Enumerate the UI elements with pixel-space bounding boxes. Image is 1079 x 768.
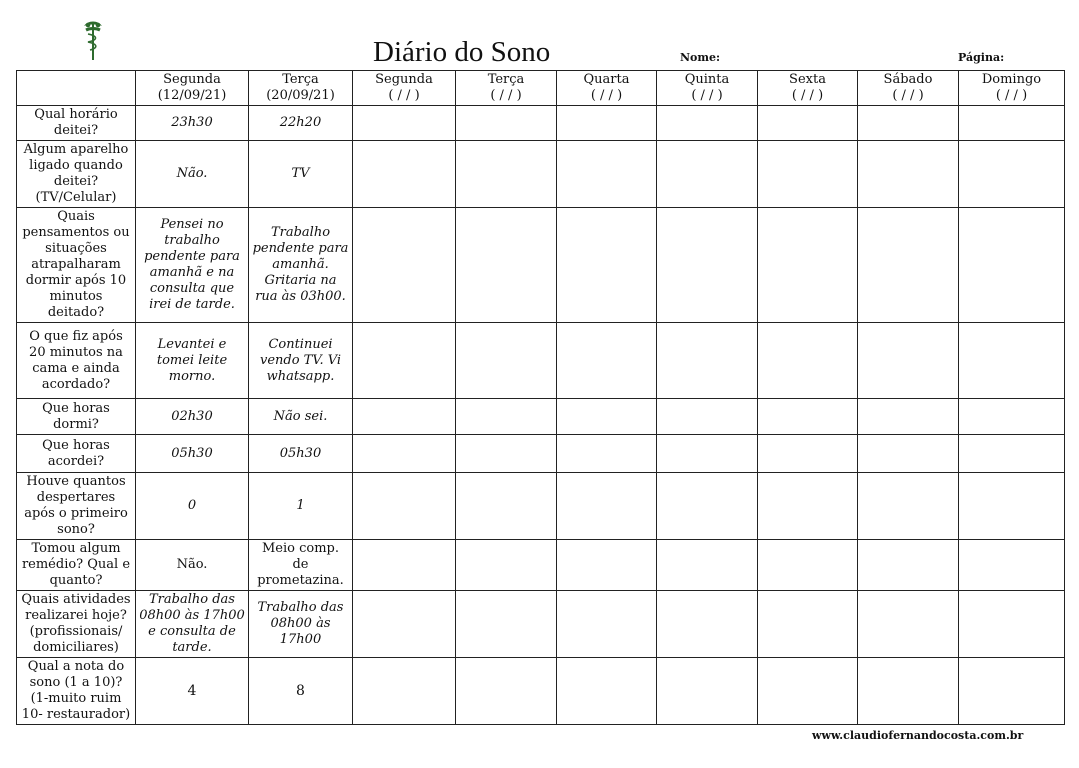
- empty-cell[interactable]: [657, 435, 758, 473]
- empty-cell[interactable]: [456, 323, 557, 399]
- empty-cell[interactable]: [353, 141, 456, 208]
- sleep-diary-table: [16, 70, 1065, 725]
- empty-cell[interactable]: [657, 323, 758, 399]
- empty-cell[interactable]: [456, 141, 557, 208]
- empty-cell[interactable]: [557, 323, 657, 399]
- empty-cell[interactable]: [456, 435, 557, 473]
- empty-cell[interactable]: [657, 591, 758, 658]
- table-row: [17, 141, 1065, 208]
- empty-cell[interactable]: [353, 106, 456, 141]
- question-cell: Houve quantos despertares após o primeiro sono?: [17, 473, 136, 540]
- empty-cell[interactable]: [657, 473, 758, 540]
- empty-cell[interactable]: [959, 658, 1065, 725]
- empty-cell[interactable]: [353, 323, 456, 399]
- empty-cell[interactable]: [657, 399, 758, 435]
- column-header: Terça ( / / ): [456, 71, 557, 106]
- table-row: [17, 473, 1065, 540]
- question-cell: Tomou algum remédio? Qual e quanto?: [17, 540, 136, 591]
- empty-cell[interactable]: [353, 658, 456, 725]
- empty-cell[interactable]: [959, 399, 1065, 435]
- corner-cell: [17, 71, 136, 106]
- question-cell: Quais atividades realizarei hoje? (profissionais/ domiciliares): [17, 591, 136, 658]
- empty-cell[interactable]: [959, 323, 1065, 399]
- empty-cell[interactable]: [456, 208, 557, 323]
- answer-cell[interactable]: Continuei vendo TV. Vi whatsapp.: [249, 323, 353, 399]
- empty-cell[interactable]: [353, 540, 456, 591]
- empty-cell[interactable]: [858, 208, 959, 323]
- name-label: Nome:: [680, 51, 721, 64]
- empty-cell[interactable]: [557, 106, 657, 141]
- empty-cell[interactable]: [758, 540, 858, 591]
- empty-cell[interactable]: [758, 141, 858, 208]
- website-link[interactable]: www.claudiofernandocosta.com.br: [812, 729, 1024, 742]
- answer-cell[interactable]: 02h30: [136, 399, 249, 435]
- empty-cell[interactable]: [858, 658, 959, 725]
- empty-cell[interactable]: [959, 208, 1065, 323]
- empty-cell[interactable]: [657, 141, 758, 208]
- answer-cell[interactable]: 1: [249, 473, 353, 540]
- empty-cell[interactable]: [657, 106, 758, 141]
- table-row: [17, 106, 1065, 141]
- column-header: Domingo ( / / ): [959, 71, 1065, 106]
- empty-cell[interactable]: [758, 435, 858, 473]
- answer-cell[interactable]: Trabalho das 08h00 às 17h00: [249, 591, 353, 658]
- empty-cell[interactable]: [758, 473, 858, 540]
- question-cell: O que fiz após 20 minutos na cama e ainda acordado?: [17, 323, 136, 399]
- empty-cell[interactable]: [456, 473, 557, 540]
- answer-cell[interactable]: 05h30: [136, 435, 249, 473]
- empty-cell[interactable]: [456, 591, 557, 658]
- question-cell: Qual horário deitei?: [17, 106, 136, 141]
- caduceus-icon: [78, 18, 108, 62]
- table-row: [17, 540, 1065, 591]
- question-cell: Quais pensamentos ou situações atrapalharam dormir após 10 minutos deitado?: [17, 208, 136, 323]
- answer-cell[interactable]: 05h30: [249, 435, 353, 473]
- empty-cell[interactable]: [858, 591, 959, 658]
- empty-cell[interactable]: [959, 473, 1065, 540]
- empty-cell[interactable]: [557, 399, 657, 435]
- column-header: Quarta ( / / ): [557, 71, 657, 106]
- answer-cell[interactable]: Trabalho pendente para amanhã. Gritaria na rua às 03h00.: [249, 208, 353, 323]
- answer-cell[interactable]: Pensei no trabalho pendente para amanhã e na consulta que irei de tarde.: [136, 208, 249, 323]
- column-header: Quinta ( / / ): [657, 71, 758, 106]
- empty-cell[interactable]: [456, 399, 557, 435]
- empty-cell[interactable]: [959, 591, 1065, 658]
- empty-cell[interactable]: [353, 208, 456, 323]
- answer-cell[interactable]: 23h30: [136, 106, 249, 141]
- empty-cell[interactable]: [557, 658, 657, 725]
- empty-cell[interactable]: [758, 208, 858, 323]
- column-header: Segunda (12/09/21): [136, 71, 249, 106]
- question-cell: Que horas dormi?: [17, 399, 136, 435]
- empty-cell[interactable]: [557, 540, 657, 591]
- empty-cell[interactable]: [858, 106, 959, 141]
- empty-cell[interactable]: [758, 323, 858, 399]
- page-title: Diário do Sono: [373, 36, 551, 68]
- answer-cell[interactable]: Não.: [136, 141, 249, 208]
- column-header: Sábado ( / / ): [858, 71, 959, 106]
- empty-cell[interactable]: [758, 399, 858, 435]
- answer-cell[interactable]: Não.: [136, 540, 249, 591]
- table-row: [17, 399, 1065, 435]
- empty-cell[interactable]: [858, 473, 959, 540]
- empty-cell[interactable]: [557, 473, 657, 540]
- column-header: Segunda ( / / ): [353, 71, 456, 106]
- empty-cell[interactable]: [353, 473, 456, 540]
- empty-cell[interactable]: [557, 141, 657, 208]
- empty-cell[interactable]: [353, 399, 456, 435]
- empty-cell[interactable]: [758, 658, 858, 725]
- empty-cell[interactable]: [353, 435, 456, 473]
- empty-cell[interactable]: [959, 540, 1065, 591]
- empty-cell[interactable]: [456, 658, 557, 725]
- header-row: [17, 71, 1065, 106]
- answer-cell[interactable]: 22h20: [249, 106, 353, 141]
- empty-cell[interactable]: [858, 323, 959, 399]
- empty-cell[interactable]: [858, 540, 959, 591]
- table-row: [17, 658, 1065, 725]
- empty-cell[interactable]: [353, 591, 456, 658]
- table-row: [17, 323, 1065, 399]
- empty-cell[interactable]: [858, 141, 959, 208]
- empty-cell[interactable]: [959, 106, 1065, 141]
- answer-cell[interactable]: Trabalho das 08h00 às 17h00 e consulta de tarde.: [136, 591, 249, 658]
- answer-cell[interactable]: 8: [249, 658, 353, 725]
- question-cell: Que horas acordei?: [17, 435, 136, 473]
- answer-cell[interactable]: TV: [249, 141, 353, 208]
- table-row: [17, 591, 1065, 658]
- table-row: [17, 435, 1065, 473]
- empty-cell[interactable]: [657, 208, 758, 323]
- empty-cell[interactable]: [557, 591, 657, 658]
- question-cell: Algum aparelho ligado quando deitei? (TV/Celular): [17, 141, 136, 208]
- empty-cell[interactable]: [557, 208, 657, 323]
- answer-cell[interactable]: Levantei e tomei leite morno.: [136, 323, 249, 399]
- empty-cell[interactable]: [959, 141, 1065, 208]
- answer-cell[interactable]: 4: [136, 658, 249, 725]
- empty-cell[interactable]: [858, 435, 959, 473]
- empty-cell[interactable]: [456, 540, 557, 591]
- empty-cell[interactable]: [557, 435, 657, 473]
- table-row: [17, 208, 1065, 323]
- page-label: Página:: [958, 51, 1005, 64]
- column-header: Terça (20/09/21): [249, 71, 353, 106]
- empty-cell[interactable]: [858, 399, 959, 435]
- column-header: Sexta ( / / ): [758, 71, 858, 106]
- answer-cell[interactable]: Meio comp. de prometazina.: [249, 540, 353, 591]
- answer-cell[interactable]: Não sei.: [249, 399, 353, 435]
- question-cell: Qual a nota do sono (1 a 10)? (1-muito ruim 10- restaurador): [17, 658, 136, 725]
- empty-cell[interactable]: [959, 435, 1065, 473]
- answer-cell[interactable]: 0: [136, 473, 249, 540]
- empty-cell[interactable]: [456, 106, 557, 141]
- empty-cell[interactable]: [657, 658, 758, 725]
- empty-cell[interactable]: [657, 540, 758, 591]
- empty-cell[interactable]: [758, 106, 858, 141]
- empty-cell[interactable]: [758, 591, 858, 658]
